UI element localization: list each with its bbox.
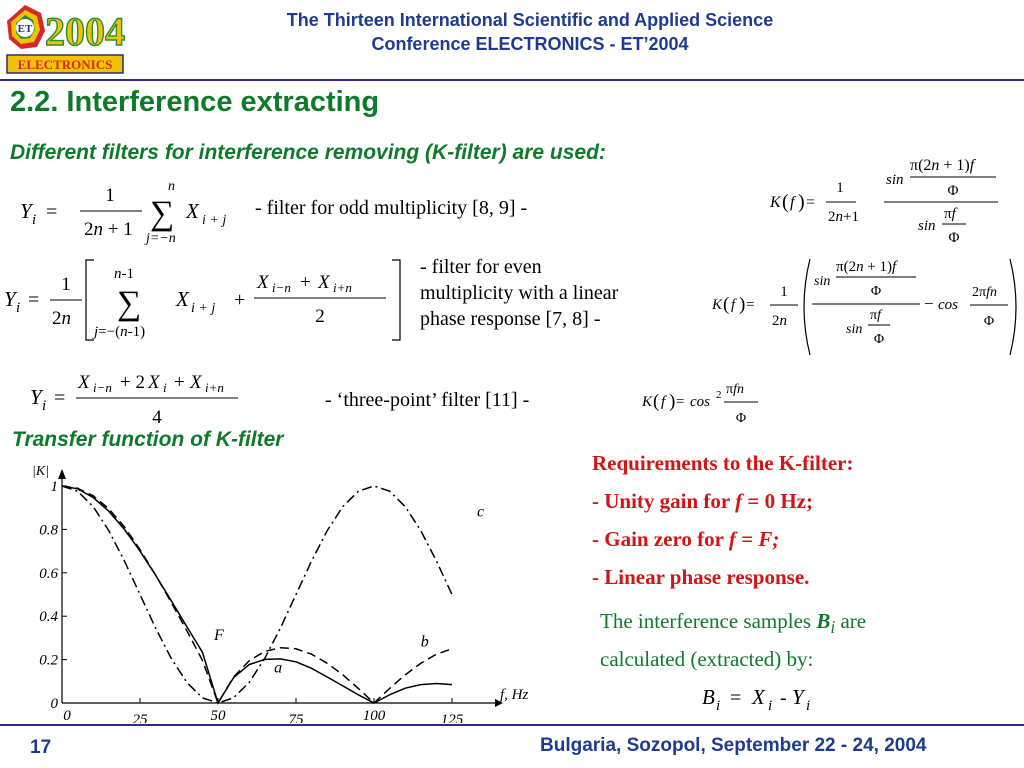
requirements-title: Requirements to the K-filter: [592,451,854,475]
interference-samples-text [600,605,1010,675]
x-tick-label: 75 [288,712,304,723]
svg-text:n: n [168,179,175,194]
x-tick-label: 125 [440,712,464,723]
svg-text:): ) [669,391,676,412]
svg-text:K: K [712,297,723,313]
series-c-line [62,486,452,703]
svg-text:cos: cos [690,394,710,410]
svg-text:n-1: n-1 [114,266,134,282]
svg-text:sin: sin [918,218,936,234]
filter-even-transfer-formula [710,255,1022,365]
svg-text:): ) [739,294,746,315]
svg-text:-: - [780,687,787,709]
section-title: 2.2. Interference extracting [10,86,380,118]
svg-text:): ) [798,191,805,213]
series-b-label: b [420,633,429,651]
svg-text:πf: πf [944,206,956,222]
svg-text:(: ( [782,191,789,213]
svg-text:X: X [176,287,189,311]
filter-three-point-formula [28,366,283,435]
filter-even-description-line-2: multiplicity with a linear [420,282,619,304]
svg-text:2: 2 [315,306,325,327]
filter-odd-transfer-formula [768,150,1003,255]
filter-even-description-line-3: phase response [7, 8] - [420,308,601,330]
svg-text:X: X [78,372,90,393]
svg-text:Y: Y [4,287,16,311]
svg-text:πf: πf [870,308,881,323]
svg-text:=: = [806,194,816,211]
svg-text:(: ( [653,391,660,412]
svg-text:∑: ∑ [150,195,175,232]
y-tick-label: 1 [50,479,58,495]
svg-text:i: i [16,300,21,316]
filter-even-formula [2,254,407,354]
footer-location-date: Bulgaria, Sozopol, September 22 - 24, 2004 [540,735,927,756]
svg-text:2: 2 [716,389,722,401]
svg-text:i: i [806,698,811,714]
section-subtitle: Different filters for interference removing (K-filter) are used: [10,141,606,164]
svg-text:K: K [770,194,781,211]
svg-text:1: 1 [780,284,788,300]
y-tick-label: 0.2 [39,652,58,669]
logo-badge-text: ET [17,23,33,35]
svg-text:+: + [174,372,185,393]
y-axis-label: |K| [32,464,50,479]
x-tick-label: 100 [362,708,386,723]
svg-text:f: f [731,297,736,313]
svg-text:π(2n + 1)f: π(2n + 1)f [836,259,897,275]
filter-three-point-transfer-formula [640,378,785,435]
svg-text:X: X [318,272,330,293]
transfer-function-title: Transfer function of K-filter [12,428,284,451]
svg-text:j=−n: j=−n [146,231,176,246]
svg-text:K: K [642,394,653,410]
x-tick-label: 25 [132,712,148,723]
svg-text:sin: sin [846,322,863,337]
y-tick-label: 0.6 [39,565,58,582]
svg-text:i+n: i+n [205,380,224,395]
svg-text:Y: Y [20,199,32,223]
series-c-label: c [476,503,485,521]
chart-curves [62,486,452,703]
svg-text:=: = [746,297,755,313]
svg-text:Φ: Φ [735,411,747,426]
svg-text:1: 1 [61,274,71,295]
svg-text:i: i [42,398,47,414]
interference-samples-formula [700,680,840,723]
requirements-block [592,444,853,596]
svg-text:=: = [54,387,66,409]
svg-text:sin: sin [886,172,904,188]
svg-text:2n+1: 2n+1 [828,209,859,225]
filter-even-description-line-1: - filter for even [420,256,542,278]
svg-text:f: f [661,394,666,410]
svg-text:X: X [148,372,160,393]
requirement-gain-zero: - Gain zero for f = F; [592,527,780,551]
svg-text:+ 2: + 2 [120,372,145,393]
conference-logo [3,3,125,75]
svg-text:(: ( [723,294,730,315]
svg-text:i + j: i + j [202,213,227,228]
svg-text:2n: 2n [772,313,787,329]
svg-text:i: i [163,380,167,395]
svg-text:Φ: Φ [873,332,885,347]
logo-year-text: 2004 [45,9,125,54]
svg-text:j=−(n-1): j=−(n-1) [94,324,146,340]
svg-text:B: B [702,685,715,709]
svg-text:i + j: i + j [191,301,216,316]
page-number: 17 [30,737,52,758]
svg-text:Φ: Φ [948,230,960,246]
y-tick-label: 0.4 [39,609,58,626]
svg-text:X: X [257,272,269,293]
svg-text:1: 1 [105,185,115,206]
svg-text:4: 4 [152,407,162,428]
svg-text:πfn: πfn [726,382,744,397]
svg-text:X: X [186,199,199,223]
samples-line-1: The interference samples $B_i$ are [600,609,867,638]
y-tick-label: 0.8 [39,522,58,539]
svg-text:−: − [924,294,934,313]
svg-text:=: = [730,687,742,709]
svg-text:=: = [676,394,685,410]
annotation-F: F [214,627,224,645]
svg-text:cos: cos [938,297,958,313]
svg-text:i: i [716,698,721,714]
svg-text:=: = [28,289,40,311]
series-a-label: a [274,659,283,677]
svg-text:2n: 2n [52,308,71,329]
requirement-linear-phase: - Linear phase response. [592,565,810,589]
svg-text:i−n: i−n [272,280,291,295]
filter-odd-description: - filter for odd multiplicity [8, 9] - [255,197,528,219]
conference-title [150,8,910,56]
conference-title-line-1: The Thirteen International Scientific and Applied Science [286,10,774,30]
svg-text:sin: sin [814,274,831,289]
svg-text:i: i [32,212,37,228]
x-tick-label: 50 [210,708,226,723]
svg-text:i: i [768,698,773,714]
svg-text:+: + [300,272,311,293]
footer-divider [0,724,1024,726]
samples-line-2: calculated (extracted) by: [600,647,814,672]
svg-text:2n + 1: 2n + 1 [84,219,133,240]
conference-title-line-2: Conference ELECTRONICS - ET’2004 [371,34,689,54]
svg-text:i−n: i−n [93,380,112,395]
x-tick-label: 0 [63,708,71,723]
chart-ticks [39,479,464,723]
logo-graphic [3,3,125,75]
x-axis-label: f, Hz [500,687,529,703]
filter-three-point-description: - ‘three-point’ filter [11] - [325,389,530,411]
filter-odd-formula [18,178,233,254]
requirement-unity-gain: - Unity gain for f = 0 Hz; [592,489,813,513]
chart-labels [32,464,529,703]
svg-text:i+n: i+n [333,280,352,295]
header-divider [0,79,1024,81]
filter-even-description [420,254,618,332]
transfer-function-chart [0,455,580,723]
svg-text:X: X [752,685,765,709]
svg-text:Φ: Φ [870,284,882,299]
svg-text:1: 1 [836,180,844,196]
svg-text:Φ: Φ [983,314,995,329]
svg-text:Y: Y [30,385,42,409]
y-axis-arrow [58,469,66,479]
svg-text:Φ: Φ [947,183,959,199]
svg-text:∑: ∑ [117,285,142,322]
svg-text:X: X [190,372,202,393]
svg-text:2πfn: 2πfn [972,285,997,300]
logo-label-text: ELECTRONICS [17,57,113,72]
svg-text:+: + [234,289,246,311]
svg-text:f: f [790,194,795,211]
y-tick-label: 0 [50,696,58,712]
svg-text:π(2n + 1)f: π(2n + 1)f [910,157,975,174]
svg-text:=: = [46,201,58,223]
svg-text:Y: Y [792,685,804,709]
